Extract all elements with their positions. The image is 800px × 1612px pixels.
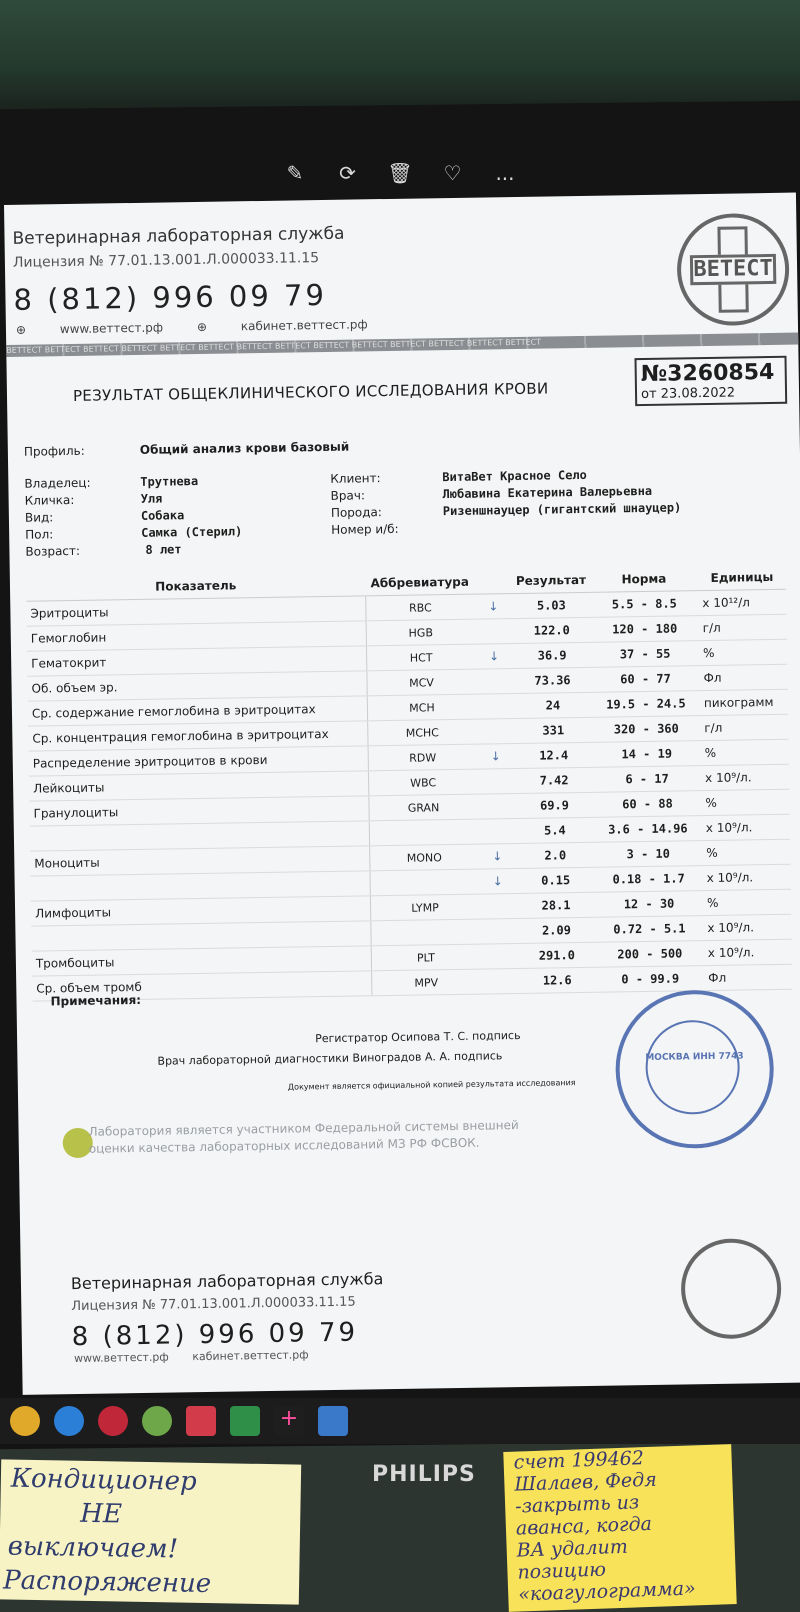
norm-cell: 14 - 19 xyxy=(593,741,701,768)
sticky-note-left xyxy=(0,1459,301,1604)
indicator-cell: Моноциты xyxy=(30,846,370,876)
unit-cell: % xyxy=(700,739,788,765)
breed-label: Порода: xyxy=(330,505,383,520)
result-cell: 2.09 xyxy=(517,917,595,943)
unit-cell: % xyxy=(702,839,790,865)
result-cell: 331 xyxy=(514,717,592,743)
app-icon[interactable] xyxy=(186,1406,216,1436)
cabinet-link[interactable]: кабинет.веттест.рф xyxy=(240,317,368,334)
owner-value: Трутнева xyxy=(140,473,199,489)
photos-icon[interactable] xyxy=(318,1406,348,1436)
arrow-down-icon xyxy=(475,619,513,645)
unit-cell: x 10⁹/л. xyxy=(702,814,790,840)
website-link[interactable]: www.веттест.рф xyxy=(59,320,164,337)
norm-cell: 60 - 88 xyxy=(593,791,701,818)
arrow-down-icon: ↓ xyxy=(477,744,515,770)
unit-cell: x 10⁹/л. xyxy=(703,914,791,940)
age-value: 8 лет xyxy=(145,542,182,557)
unit-cell: Фл xyxy=(704,964,792,990)
fsvok-line-2: оценки качества лабораторных исследований МЗ РФ ФСВОК. xyxy=(88,1135,480,1156)
profile-label: Профиль: xyxy=(23,443,85,459)
license: Лицензия № 77.01.13.001.Л.000033.11.15 xyxy=(12,250,320,271)
arrow-down-icon xyxy=(477,769,515,795)
norm-cell: 3 - 10 xyxy=(594,841,702,868)
norm-cell: 5.5 - 8.5 xyxy=(590,591,698,618)
norm-cell: 0.18 - 1.7 xyxy=(594,866,702,893)
footer-phone: 8 (812) 996 09 79 xyxy=(71,1317,359,1353)
col-arrow xyxy=(474,569,512,594)
abbr-cell: MPV xyxy=(372,969,481,996)
abbr-cell xyxy=(370,869,479,896)
norm-cell: 3.6 - 14.96 xyxy=(594,816,702,843)
brand-stripe: ВЕТТЕСТ ВЕТТЕСТ ВЕТТЕСТ ВЕТТЕСТ ВЕТТЕСТ ВЕТТЕСТ ВЕТТЕСТ ВЕТТЕСТ ВЕТТЕСТ ВЕТТЕСТ ВЕТТЕСТ ВЕТТЕСТ ВЕТТЕСТ ВЕТТЕСТ xyxy=(6,333,798,357)
client-value: ВитаВет Красное Село xyxy=(442,467,587,485)
abbr-cell: HCT xyxy=(366,644,475,671)
norm-cell: 320 - 360 xyxy=(592,716,700,743)
excel-icon[interactable] xyxy=(230,1406,260,1436)
client-label: Клиент: xyxy=(330,471,381,486)
norm-cell: 0 - 99.9 xyxy=(596,966,704,993)
arrow-down-icon xyxy=(476,719,514,745)
col-result: Результат xyxy=(512,568,590,594)
delete-icon[interactable]: 🗑 xyxy=(387,161,413,185)
indicator-cell: Тромбоциты xyxy=(32,946,372,976)
globe-icon: ⊕ xyxy=(196,319,208,334)
abbr-cell xyxy=(369,819,478,846)
sticky-right-line: позицию xyxy=(517,1558,607,1584)
edge-icon[interactable] xyxy=(54,1406,84,1436)
abbr-cell: MCHC xyxy=(368,719,477,746)
norm-cell: 12 - 30 xyxy=(595,891,703,918)
species-label: Вид: xyxy=(24,510,54,525)
abbr-cell: RDW xyxy=(368,744,477,771)
arrow-down-icon xyxy=(475,669,513,695)
plus-app-icon[interactable]: + xyxy=(274,1406,304,1436)
vettest-logo xyxy=(676,213,790,327)
result-cell: 69.9 xyxy=(515,792,593,818)
sticky-left-line: выключаем! xyxy=(7,1531,179,1565)
arrow-down-icon xyxy=(478,819,516,845)
footer-web-links xyxy=(74,1348,329,1365)
arrow-down-icon: ↓ xyxy=(478,869,516,895)
norm-cell: 200 - 500 xyxy=(596,941,704,968)
abbr-cell: MCV xyxy=(367,669,476,696)
indicator-cell: Гематокрит xyxy=(27,646,367,676)
footer-license: Лицензия № 77.01.13.001.Л.000033.11.15 xyxy=(71,1294,356,1315)
wall-background xyxy=(0,0,800,110)
owner-label: Владелец: xyxy=(24,475,91,491)
col-norm: Норма xyxy=(590,566,698,592)
result-cell: 73.36 xyxy=(513,667,591,693)
col-abbr: Аббревиатура xyxy=(365,570,474,596)
more-icon[interactable]: ... xyxy=(495,161,515,185)
norm-cell: 120 - 180 xyxy=(591,616,699,643)
unit-cell: Фл xyxy=(699,664,787,690)
unit-cell: % xyxy=(699,639,787,665)
unit-cell: г/л xyxy=(699,614,787,640)
footer-vettest-logo xyxy=(680,1238,782,1340)
footer-website-link[interactable]: www.веттест.рф xyxy=(74,1350,169,1366)
sticky-note-right xyxy=(503,1444,736,1612)
profile-value: Общий анализ крови базовый xyxy=(139,439,350,457)
sex-value: Самка (Стерил) xyxy=(141,524,243,540)
results-table xyxy=(26,565,793,1002)
card-label: Номер и/б: xyxy=(331,521,399,537)
abbr-cell: HGB xyxy=(366,619,475,646)
sticky-right-line: аванса, когда xyxy=(515,1512,653,1540)
document-note: Документ является официальной копией результата исследования xyxy=(287,1078,576,1092)
unit-cell: x 10⁹/л. xyxy=(701,764,789,790)
chrome-icon[interactable] xyxy=(10,1406,40,1436)
nickname-value: Уля xyxy=(140,491,163,506)
abbr-cell: GRAN xyxy=(369,794,478,821)
result-cell: 36.9 xyxy=(513,642,591,668)
result-cell: 5.03 xyxy=(512,592,590,618)
registrar-signature: Регистратор Осипова Т. С. подпись xyxy=(315,1028,521,1046)
web-links xyxy=(16,317,398,337)
col-unit: Единицы xyxy=(698,565,786,591)
doctor-value: Любавина Екатерина Валерьевна xyxy=(442,483,653,502)
lab-doctor-signature: Врач лабораторной диагностики Виноградов А. А. подпись xyxy=(157,1049,503,1068)
arrow-down-icon xyxy=(476,694,514,720)
sticky-left-line: Распоряжение xyxy=(2,1565,212,1600)
fsvok-note xyxy=(88,1117,519,1158)
indicator-cell: Об. объем эр. xyxy=(27,671,367,701)
abbr-cell xyxy=(371,919,480,946)
arrow-down-icon: ↓ xyxy=(475,644,513,670)
norm-cell: 19.5 - 24.5 xyxy=(592,691,700,718)
arrow-down-icon xyxy=(479,919,517,945)
result-cell: 28.1 xyxy=(517,892,595,918)
indicator-cell: Распределение эритроцитов в крови xyxy=(29,746,369,776)
arrow-down-icon xyxy=(479,894,517,920)
arrow-down-icon: ↓ xyxy=(478,844,516,870)
indicator-cell: Ср. концентрация гемоглобина в эритроцитах xyxy=(28,721,368,751)
windows-taskbar xyxy=(0,1398,800,1444)
sticky-right-line: ВА удалит xyxy=(516,1535,629,1562)
result-cell: 291.0 xyxy=(518,942,596,968)
unit-cell: x 10¹²/л xyxy=(698,589,786,615)
indicator-cell: Лимфоциты xyxy=(31,896,371,926)
arrow-down-icon xyxy=(477,794,515,820)
result-cell: 7.42 xyxy=(515,767,593,793)
browser-icon[interactable] xyxy=(142,1406,172,1436)
norm-cell: 0.72 - 5.1 xyxy=(595,916,703,943)
abbr-cell: WBC xyxy=(368,769,477,796)
footer-cabinet-link[interactable]: кабинет.веттест.рф xyxy=(192,1348,309,1364)
indicator-cell: Лейкоциты xyxy=(29,771,369,801)
arrow-down-icon xyxy=(480,944,518,970)
abbr-cell: LYMP xyxy=(370,894,479,921)
sex-label: Пол: xyxy=(25,527,54,542)
opera-icon[interactable] xyxy=(98,1406,128,1436)
col-indicator: Показатель xyxy=(26,571,366,601)
abbr-cell: MCH xyxy=(367,694,476,721)
indicator-cell: Ср. объем тромб xyxy=(32,971,372,1001)
sticky-right-line: счет 199462 xyxy=(513,1447,645,1474)
unit-cell: % xyxy=(703,889,791,915)
official-stamp xyxy=(614,989,774,1149)
monitor-brand: PHILIPS xyxy=(372,1462,476,1487)
norm-cell: 37 - 55 xyxy=(591,641,699,668)
unit-cell: пикограмм xyxy=(700,689,788,715)
sticky-right-line: Шалаев, Федя xyxy=(514,1468,658,1496)
sticky-left-line: НЕ xyxy=(80,1498,123,1530)
arrow-down-icon xyxy=(480,969,518,995)
age-label: Возраст: xyxy=(25,543,81,559)
indicator-cell: Гранулоциты xyxy=(29,796,369,826)
report-title: РЕЗУЛЬТАТ ОБЩЕКЛИНИЧЕСКОГО ИССЛЕДОВАНИЯ КРОВИ xyxy=(72,379,549,405)
indicator-cell: Ср. содержание гемоглобина в эритроцитах xyxy=(28,696,368,726)
edit-icon[interactable]: ✎ xyxy=(286,161,304,185)
species-value: Собака xyxy=(140,508,185,523)
doctor-label: Врач: xyxy=(330,488,366,503)
footer-org-name: Ветеринарная лабораторная служба xyxy=(70,1269,384,1294)
nickname-label: Кличка: xyxy=(24,492,75,508)
rotate-icon[interactable]: ⟳ xyxy=(339,161,356,185)
globe-icon: ⊕ xyxy=(15,322,27,337)
logo-text: ВЕТЕСТ xyxy=(693,255,774,283)
norm-cell: 60 - 77 xyxy=(591,666,699,693)
unit-cell: x 10⁹/л. xyxy=(704,939,792,965)
report-number-box xyxy=(634,356,787,406)
lab-report-document xyxy=(4,193,800,1395)
unit-cell: % xyxy=(701,789,789,815)
org-name: Ветеринарная лабораторная служба xyxy=(12,223,345,249)
sticky-right-line: «коагулограмма» xyxy=(517,1577,696,1606)
phone: 8 (812) 996 09 79 xyxy=(13,277,328,317)
result-cell: 2.0 xyxy=(516,842,594,868)
unit-cell: г/л xyxy=(700,714,788,740)
arrow-down-icon: ↓ xyxy=(474,594,512,620)
sticky-left-line: Кондиционер xyxy=(10,1463,197,1497)
breed-value: Ризеншнауцер (гигантский шнауцер) xyxy=(442,500,682,519)
sticky-right-line: -закрыть из xyxy=(514,1491,640,1518)
result-cell: 0.15 xyxy=(516,867,594,893)
result-cell: 12.4 xyxy=(515,742,593,768)
unit-cell: x 10⁹/л. xyxy=(702,864,790,890)
fsvok-line-1: Лаборатория является участником Федеральной системы внешней xyxy=(88,1118,519,1139)
result-cell: 24 xyxy=(514,692,592,718)
report-date: от 23.08.2022 xyxy=(640,385,736,403)
notes-label: Примечания: xyxy=(50,992,142,1009)
result-cell: 12.6 xyxy=(518,967,596,993)
abbr-cell: MONO xyxy=(370,844,479,871)
abbr-cell: PLT xyxy=(371,944,480,971)
indicator-cell: Гемоглобин xyxy=(27,621,367,651)
abbr-cell: RBC xyxy=(366,594,475,621)
favorite-icon[interactable]: ♡ xyxy=(443,161,462,185)
result-cell: 5.4 xyxy=(516,817,594,843)
image-viewer-toolbar xyxy=(280,158,520,188)
report-number: №3260854 xyxy=(640,359,775,388)
norm-cell: 6 - 17 xyxy=(593,766,701,793)
indicator-cell: Эритроциты xyxy=(26,596,366,626)
result-cell: 122.0 xyxy=(513,617,591,643)
stamp-text: МОСКВА ИНН 7743 xyxy=(645,1051,744,1064)
